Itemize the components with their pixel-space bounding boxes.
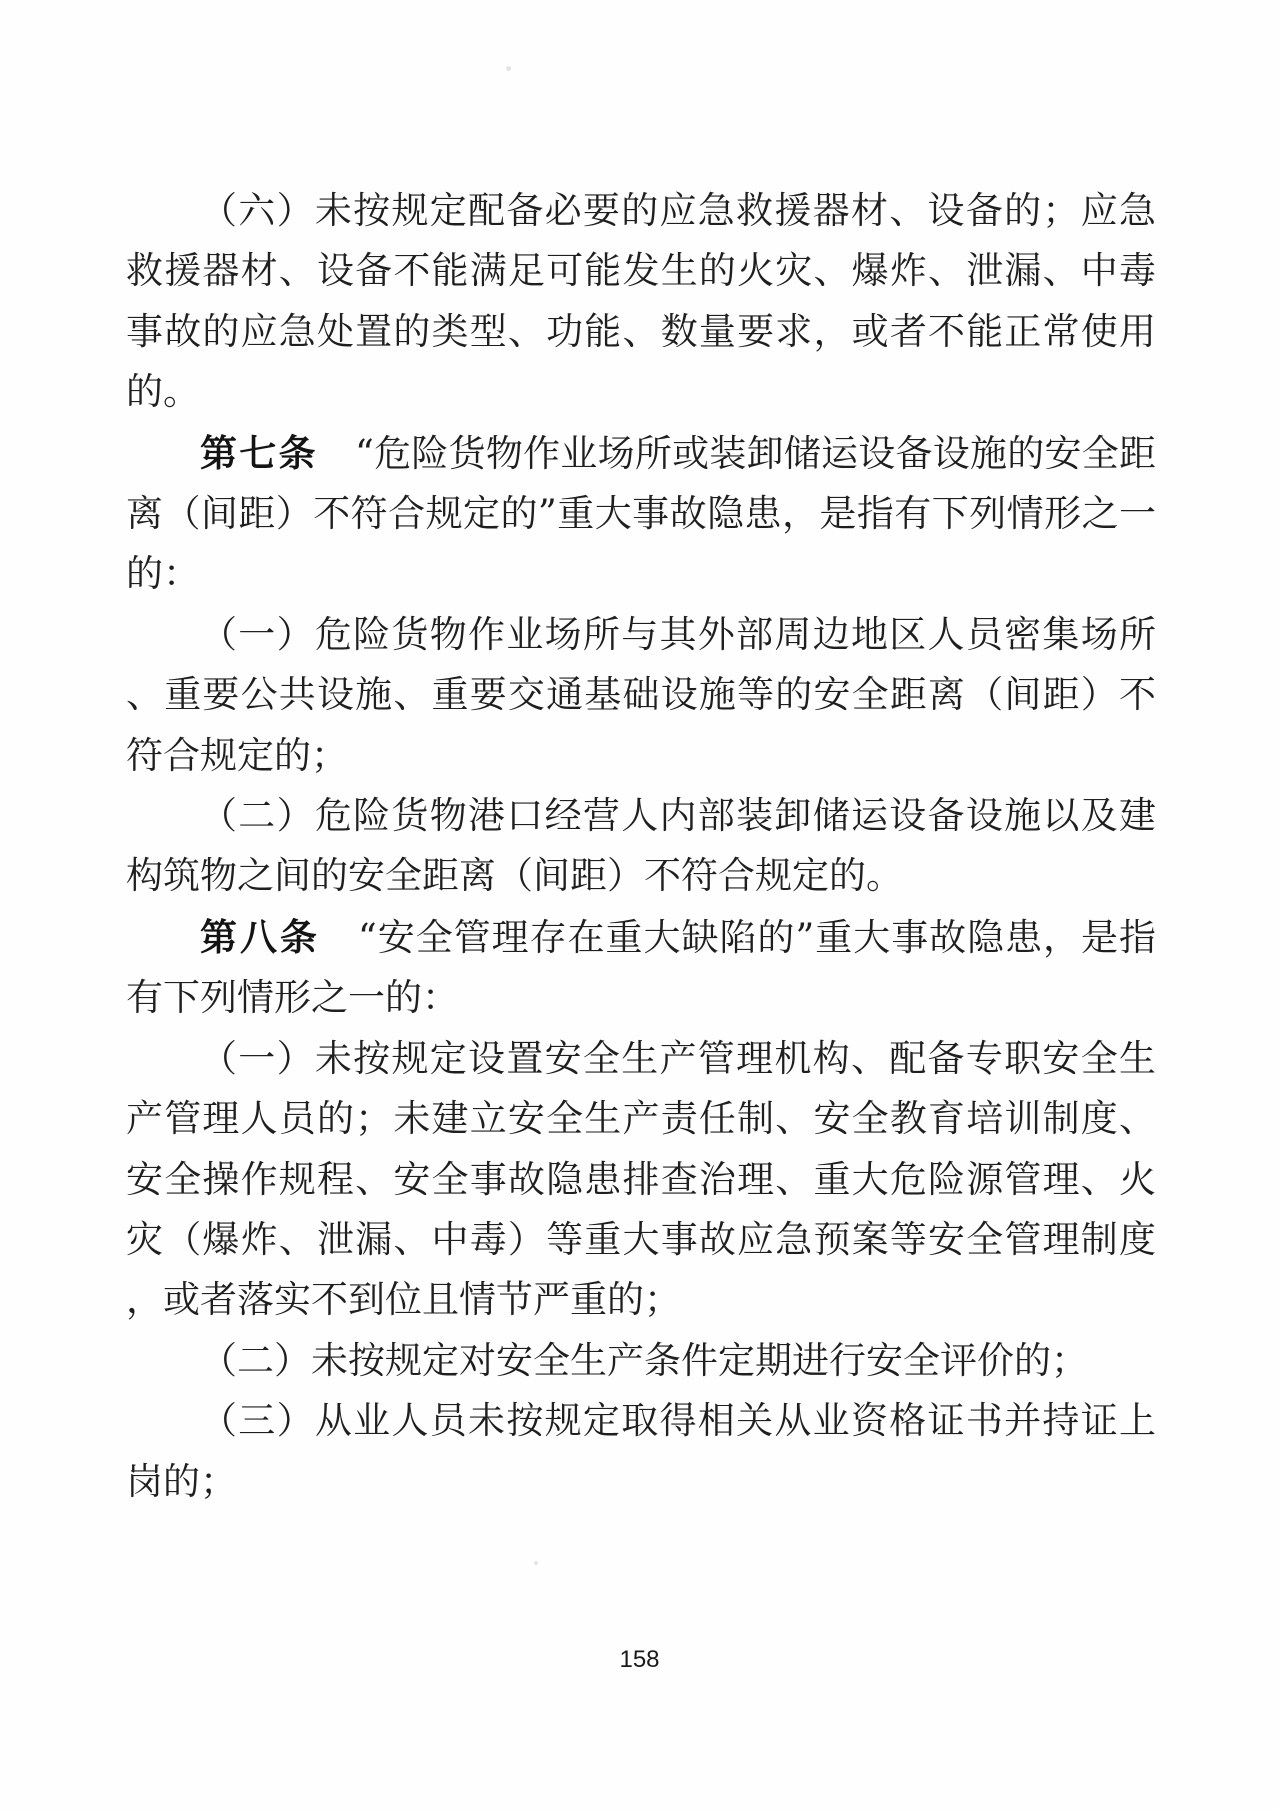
paragraph [126,1029,1156,1331]
text-run: （一）未按规定设置安全生产管理机构、配备专职安全生产管理人员的；未建立安全生产责任制、安全教育培训制度、安全操作规程、安全事故隐患排查治理、重大危险源管理、火灾（爆炸、泄漏、中毒）等重大事故应急预案等安全管理制度，或者落实不到位且情节严重的； [126,1036,1156,1322]
article-number: 第七条 [200,430,318,475]
paragraph [126,605,1156,786]
text-run: （六）未按规定配备必要的应急救援器材、设备的；应急救援器材、设备不能满足可能发生的火灾、爆炸、泄漏、中毒事故的应急处置的类型、功能、数量要求，或者不能正常使用的。 [126,189,1156,414]
text-run: “危险货物作业场所或装卸储运设备设施的安全距离（间距）不符合规定的”重大事故隐患，是指有下列情形之一的： [126,431,1156,596]
text-run: （二）未按规定对安全生产条件定期进行安全评价的； [200,1338,1088,1382]
scan-artifact [506,66,511,71]
text-run: （一）危险货物作业场所与其外部周边地区人员密集场所、重要公共设施、重要交通基础设施等的安全距离（间距）不符合规定的； [126,612,1156,777]
paragraph [126,181,1156,423]
paragraph [126,423,1156,605]
text-run: （三）从业人员未按规定取得相关从业资格证书并持证上岗的； [126,1399,1156,1503]
paragraph [126,786,1156,907]
text-run: “安全管理存在重大缺陷的”重大事故隐患，是指有下列情形之一的： [126,915,1156,1020]
paragraph [126,1391,1156,1512]
paragraph [126,1331,1156,1391]
document-body [126,181,1156,1512]
text-run: （二）危险货物港口经营人内部装卸储运设备设施以及建构筑物之间的安全距离（间距）不符合规定的。 [126,794,1156,898]
page-number: 158 [619,1646,660,1673]
scan-artifact [534,1561,538,1565]
paragraph [126,907,1156,1029]
article-number: 第八条 [200,914,320,959]
